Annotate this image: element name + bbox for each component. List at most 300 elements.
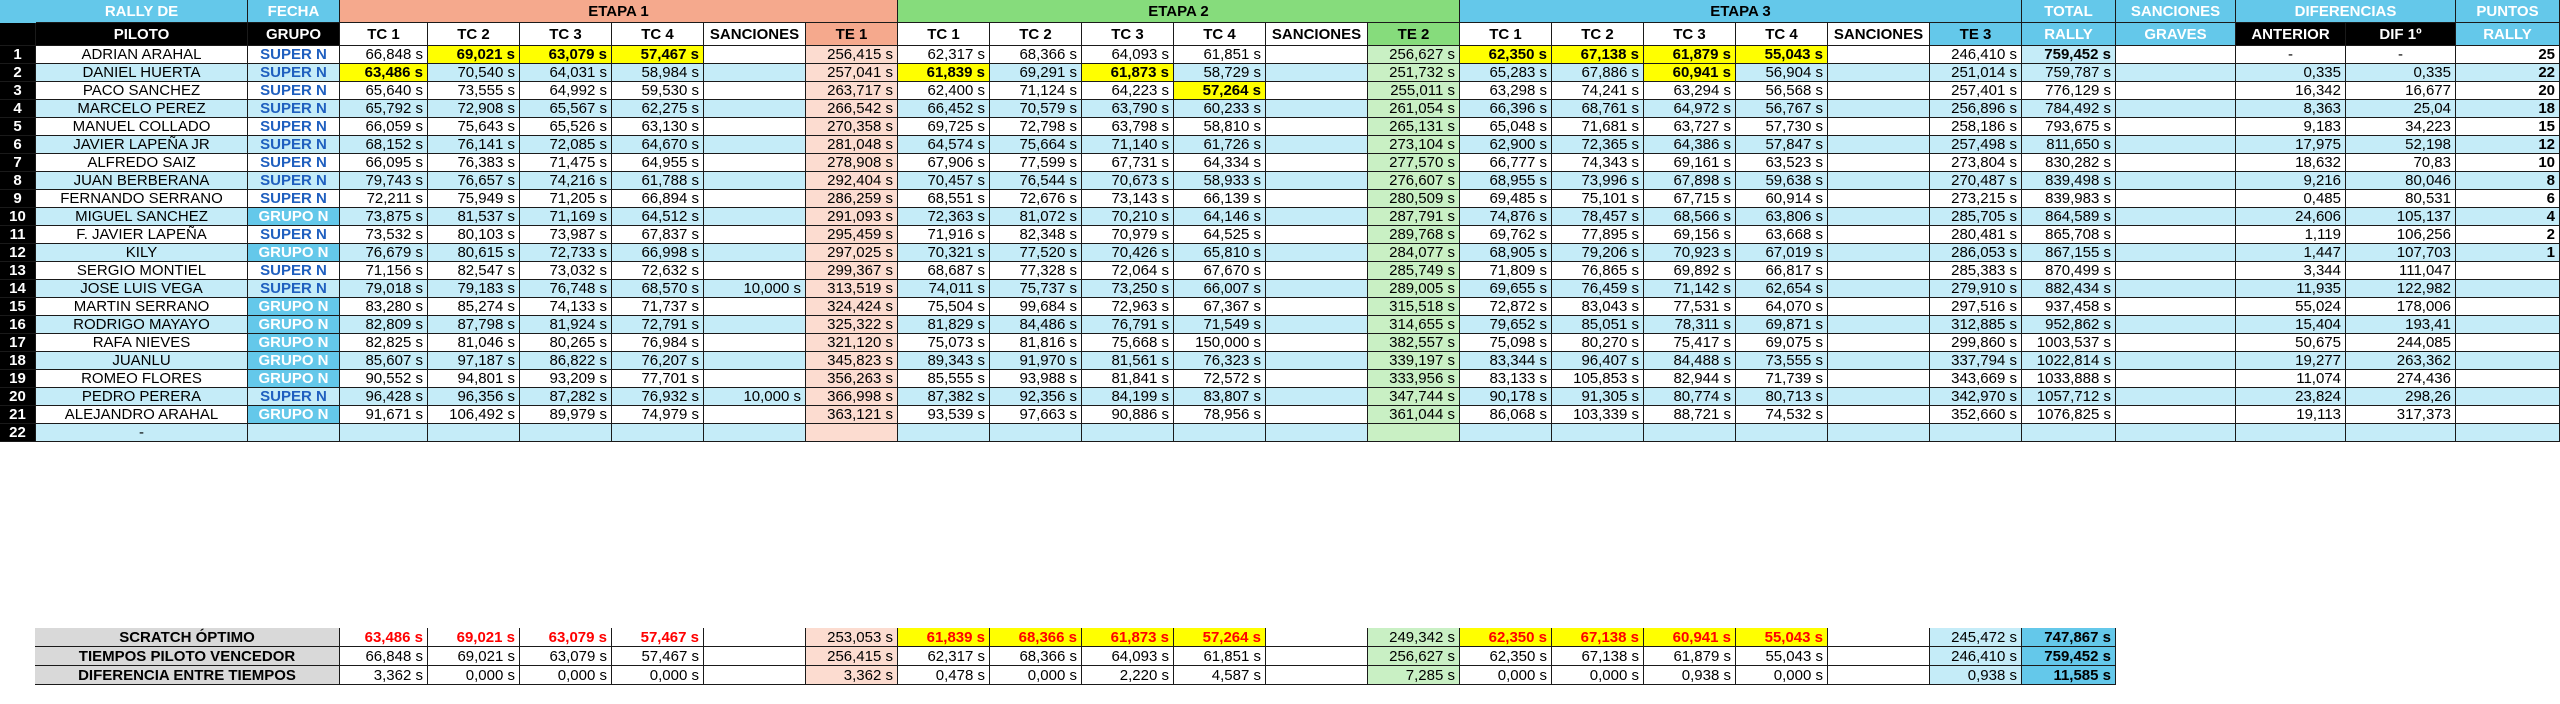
stage2-tc3-time: 75,668 s [1082,334,1174,352]
position-number: 20 [0,388,36,406]
summary-stage1-tc1: 63,486 s [340,628,428,647]
position-number: 2 [0,64,36,82]
stage2-total: 273,104 s [1368,136,1460,154]
header-tc4-stage-1: TC 4 [612,23,704,46]
summary-penalty [1266,628,1368,647]
stage3-total: 257,401 s [1930,82,2022,100]
summary-rally-total: 759,452 s [2022,647,2116,666]
empty-cell [1930,424,2022,442]
stage2-penalty [1266,172,1368,190]
group-badge: GRUPO N [248,244,340,262]
stage1-penalty [704,334,806,352]
rally-points: 12 [2456,136,2560,154]
stage3-tc1-time: 83,344 s [1460,352,1552,370]
position-number: 1 [0,46,36,64]
stage2-tc4-time: 60,233 s [1174,100,1266,118]
stage1-tc1-time: 91,671 s [340,406,428,424]
diff-first: 111,047 [2346,262,2456,280]
diff-previous: 0,335 [2236,64,2346,82]
stage2-tc4-time: 76,323 s [1174,352,1266,370]
stage1-tc2-time: 80,103 s [428,226,520,244]
stage2-penalty [1266,406,1368,424]
stage2-tc2-time: 75,737 s [990,280,1082,298]
header-sanciones-stage-3: SANCIONES [1828,23,1930,46]
stage3-total: 257,498 s [1930,136,2022,154]
stage1-penalty [704,64,806,82]
diff-first: - [2346,46,2456,64]
stage3-total: 258,186 s [1930,118,2022,136]
stage2-tc2-time: 77,599 s [990,154,1082,172]
diff-previous: 9,216 [2236,172,2346,190]
diff-previous: 23,824 [2236,388,2346,406]
driver-name: PACO SANCHEZ [36,82,248,100]
stage2-total: 339,197 s [1368,352,1460,370]
stage3-tc2-time: 74,241 s [1552,82,1644,100]
stage3-tc2-time: 96,407 s [1552,352,1644,370]
stage2-tc2-time: 72,798 s [990,118,1082,136]
serious-penalties [2116,298,2236,316]
stage1-tc4-time: 63,130 s [612,118,704,136]
header-tc3-stage-1: TC 3 [520,23,612,46]
serious-penalties [2116,172,2236,190]
stage3-tc2-time: 80,270 s [1552,334,1644,352]
rally-points: 25 [2456,46,2560,64]
stage1-tc3-time: 72,733 s [520,244,612,262]
stage3-tc1-time: 65,048 s [1460,118,1552,136]
stage2-tc1-time: 69,725 s [898,118,990,136]
stage3-tc3-time: 69,892 s [1644,262,1736,280]
stage2-tc1-time: 64,574 s [898,136,990,154]
header-etapa-1: ETAPA 1 [340,0,898,23]
position-number: 9 [0,190,36,208]
diff-first: 70,83 [2346,154,2456,172]
diff-first: 106,256 [2346,226,2456,244]
stage3-penalty [1828,118,1930,136]
summary-stage2-tc2: 68,366 s [990,628,1082,647]
summary-stage2-tc4: 61,851 s [1174,647,1266,666]
stage3-tc2-time: 77,895 s [1552,226,1644,244]
stage3-tc4-time: 69,075 s [1736,334,1828,352]
rally-total: 865,708 s [2022,226,2116,244]
stage3-tc4-time: 63,523 s [1736,154,1828,172]
rally-points: 2 [2456,226,2560,244]
position-number: 16 [0,316,36,334]
stage1-total: 366,998 s [806,388,898,406]
stage2-penalty [1266,208,1368,226]
stage2-penalty [1266,334,1368,352]
stage3-penalty [1828,172,1930,190]
rally-points: 6 [2456,190,2560,208]
stage2-penalty [1266,154,1368,172]
stage1-tc4-time: 57,467 s [612,46,704,64]
stage3-total: 297,516 s [1930,298,2022,316]
stage3-tc2-time: 75,101 s [1552,190,1644,208]
stage1-tc2-time: 73,555 s [428,82,520,100]
stage2-total: 265,131 s [1368,118,1460,136]
stage1-tc2-time: 82,547 s [428,262,520,280]
stage3-tc3-time: 67,715 s [1644,190,1736,208]
stage1-tc2-time: 94,801 s [428,370,520,388]
serious-penalties [2116,280,2236,298]
summary-stage3-tc1: 0,000 s [1460,666,1552,685]
rally-points [2456,280,2560,298]
stage1-tc4-time: 74,979 s [612,406,704,424]
position-number: 17 [0,334,36,352]
stage3-penalty [1828,226,1930,244]
stage2-total: 256,627 s [1368,46,1460,64]
stage2-tc3-time: 72,064 s [1082,262,1174,280]
stage2-tc4-time: 71,549 s [1174,316,1266,334]
group-badge: SUPER N [248,262,340,280]
stage1-tc1-time: 73,875 s [340,208,428,226]
stage1-tc4-time: 76,207 s [612,352,704,370]
stage2-penalty [1266,136,1368,154]
stage3-tc4-time: 57,730 s [1736,118,1828,136]
empty-cell [806,424,898,442]
stage1-tc1-time: 66,059 s [340,118,428,136]
group-badge: SUPER N [248,64,340,82]
diff-first: 52,198 [2346,136,2456,154]
stage3-tc4-time: 57,847 s [1736,136,1828,154]
position-number: 15 [0,298,36,316]
stage3-tc2-time: 67,886 s [1552,64,1644,82]
stage1-total: 295,459 s [806,226,898,244]
stage1-tc4-time: 66,894 s [612,190,704,208]
stage1-tc3-time: 76,748 s [520,280,612,298]
stage2-tc4-time: 83,807 s [1174,388,1266,406]
stage2-total: 284,077 s [1368,244,1460,262]
position-number: 5 [0,118,36,136]
rally-points: 20 [2456,82,2560,100]
stage1-penalty: 10,000 s [704,280,806,298]
diff-first: 244,085 [2346,334,2456,352]
stage1-penalty [704,190,806,208]
stage3-tc2-time: 67,138 s [1552,46,1644,64]
stage1-tc2-time: 106,492 s [428,406,520,424]
stage1-tc3-time: 64,031 s [520,64,612,82]
stage1-penalty [704,172,806,190]
stage2-total: 314,655 s [1368,316,1460,334]
stage3-total: 285,705 s [1930,208,2022,226]
stage3-tc4-time: 67,019 s [1736,244,1828,262]
stage3-penalty [1828,64,1930,82]
header-tc2-stage-1: TC 2 [428,23,520,46]
rally-points: 1 [2456,244,2560,262]
summary-stage1-tc2: 69,021 s [428,647,520,666]
summary-label-scratch: SCRATCH ÓPTIMO [35,628,340,647]
header-sanciones-stage-1: SANCIONES [704,23,806,46]
summary-stage2-tc1: 0,478 s [898,666,990,685]
stage2-tc3-time: 70,979 s [1082,226,1174,244]
stage2-tc3-time: 73,143 s [1082,190,1174,208]
stage3-penalty [1828,334,1930,352]
driver-name: MIGUEL SANCHEZ [36,208,248,226]
summary-stage3-tc3: 60,941 s [1644,628,1736,647]
summary-stage3-tc2: 67,138 s [1552,628,1644,647]
stage3-tc2-time: 68,761 s [1552,100,1644,118]
rally-total: 952,862 s [2022,316,2116,334]
summary-penalty [1266,647,1368,666]
stage3-tc1-time: 65,283 s [1460,64,1552,82]
diff-previous: 16,342 [2236,82,2346,100]
rally-points [2456,388,2560,406]
summary-penalty [704,628,806,647]
stage1-penalty [704,208,806,226]
summary-stage2-total: 7,285 s [1368,666,1460,685]
stage3-tc1-time: 68,905 s [1460,244,1552,262]
driver-name: DANIEL HUERTA [36,64,248,82]
stage2-tc2-time: 75,664 s [990,136,1082,154]
stage2-tc3-time: 70,673 s [1082,172,1174,190]
stage1-tc3-time: 63,079 s [520,46,612,64]
summary-stage3-tc3: 0,938 s [1644,666,1736,685]
position-number: 7 [0,154,36,172]
summary-spacer [0,628,36,647]
stage3-total: 280,481 s [1930,226,2022,244]
header-tc1-stage-2: TC 1 [898,23,990,46]
diff-first: 122,982 [2346,280,2456,298]
empty-cell [2346,424,2456,442]
stage3-tc3-time: 63,294 s [1644,82,1736,100]
rally-total: 1003,537 s [2022,334,2116,352]
position-number: 8 [0,172,36,190]
diff-previous: 24,606 [2236,208,2346,226]
stage2-tc2-time: 81,816 s [990,334,1082,352]
stage2-tc4-time: 57,264 s [1174,82,1266,100]
driver-name: MARTIN SERRANO [36,298,248,316]
summary-rally-total: 747,867 s [2022,628,2116,647]
stage3-tc2-time: 78,457 s [1552,208,1644,226]
position-number: 3 [0,82,36,100]
stage1-total: 321,120 s [806,334,898,352]
summary-stage1-tc3: 63,079 s [520,628,612,647]
diff-first: 298,26 [2346,388,2456,406]
empty-cell [520,424,612,442]
stage3-tc2-time: 79,206 s [1552,244,1644,262]
driver-name: JUAN BERBERANA [36,172,248,190]
summary-stage2-total: 249,342 s [1368,628,1460,647]
stage3-tc1-time: 68,955 s [1460,172,1552,190]
stage1-total: 291,093 s [806,208,898,226]
driver-name: - [36,424,248,442]
stage2-tc2-time: 84,486 s [990,316,1082,334]
stage1-penalty [704,100,806,118]
stage3-tc3-time: 82,944 s [1644,370,1736,388]
summary-stage2-tc3: 61,873 s [1082,628,1174,647]
summary-stage1-total: 256,415 s [806,647,898,666]
stage3-total: 273,215 s [1930,190,2022,208]
stage3-tc3-time: 70,923 s [1644,244,1736,262]
group-badge: SUPER N [248,226,340,244]
stage1-penalty [704,370,806,388]
stage3-tc4-time: 63,668 s [1736,226,1828,244]
stage3-tc1-time: 69,485 s [1460,190,1552,208]
driver-name: RODRIGO MAYAYO [36,316,248,334]
stage3-penalty [1828,82,1930,100]
summary-stage2-total: 256,627 s [1368,647,1460,666]
stage3-tc3-time: 75,417 s [1644,334,1736,352]
stage1-tc2-time: 76,383 s [428,154,520,172]
serious-penalties [2116,154,2236,172]
stage3-penalty [1828,136,1930,154]
rally-total: 839,498 s [2022,172,2116,190]
summary-penalty [1828,666,1930,685]
stage2-tc2-time: 76,544 s [990,172,1082,190]
stage3-tc2-time: 103,339 s [1552,406,1644,424]
stage1-tc4-time: 64,670 s [612,136,704,154]
stage2-tc1-time: 75,504 s [898,298,990,316]
driver-name: JAVIER LAPEÑA JR [36,136,248,154]
stage3-tc3-time: 63,727 s [1644,118,1736,136]
stage1-tc4-time: 72,632 s [612,262,704,280]
rally-points [2456,406,2560,424]
stage3-total: 286,053 s [1930,244,2022,262]
driver-name: ADRIAN ARAHAL [36,46,248,64]
stage1-tc2-time: 97,187 s [428,352,520,370]
stage1-tc1-time: 96,428 s [340,388,428,406]
summary-stage2-tc3: 64,093 s [1082,647,1174,666]
header-rally-2: RALLY [2456,23,2560,46]
stage2-total: 280,509 s [1368,190,1460,208]
rally-total: 759,452 s [2022,46,2116,64]
stage1-tc4-time: 61,788 s [612,172,704,190]
empty-cell [990,424,1082,442]
stage3-tc3-time: 69,156 s [1644,226,1736,244]
stage3-tc3-time: 78,311 s [1644,316,1736,334]
stage2-tc1-time: 75,073 s [898,334,990,352]
diff-first: 80,531 [2346,190,2456,208]
rally-points: 10 [2456,154,2560,172]
header-grupo: GRUPO [248,23,340,46]
stage1-penalty [704,262,806,280]
stage2-tc3-time: 71,140 s [1082,136,1174,154]
group-badge: SUPER N [248,280,340,298]
summary-stage3-tc3: 61,879 s [1644,647,1736,666]
stage2-tc3-time: 61,873 s [1082,64,1174,82]
summary-stage3-tc1: 62,350 s [1460,628,1552,647]
stage1-tc1-time: 65,792 s [340,100,428,118]
diff-previous: 55,024 [2236,298,2346,316]
stage2-tc2-time: 72,676 s [990,190,1082,208]
rally-total: 811,650 s [2022,136,2116,154]
stage2-tc4-time: 67,367 s [1174,298,1266,316]
stage1-penalty [704,316,806,334]
stage2-total: 382,557 s [1368,334,1460,352]
summary-spacer [0,666,36,685]
stage2-penalty [1266,226,1368,244]
stage1-tc1-time: 66,095 s [340,154,428,172]
stage3-total: 312,885 s [1930,316,2022,334]
stage3-tc2-time: 74,343 s [1552,154,1644,172]
rally-points [2456,370,2560,388]
stage1-tc1-time: 63,486 s [340,64,428,82]
serious-penalties [2116,244,2236,262]
empty-cell [1644,424,1736,442]
diff-first: 274,436 [2346,370,2456,388]
diff-previous: 17,975 [2236,136,2346,154]
header-sanciones: SANCIONES [2116,0,2236,23]
position-number: 4 [0,100,36,118]
stage3-tc4-time: 74,532 s [1736,406,1828,424]
stage2-tc3-time: 63,798 s [1082,118,1174,136]
group-badge: GRUPO N [248,370,340,388]
stage3-tc3-time: 88,721 s [1644,406,1736,424]
summary-stage2-tc4: 4,587 s [1174,666,1266,685]
stage3-tc1-time: 69,762 s [1460,226,1552,244]
header-etapa-3: ETAPA 3 [1460,0,2022,23]
stage2-tc1-time: 72,363 s [898,208,990,226]
summary-stage1-tc2: 0,000 s [428,666,520,685]
stage3-penalty [1828,154,1930,172]
stage1-penalty: 10,000 s [704,388,806,406]
stage3-tc2-time: 76,459 s [1552,280,1644,298]
stage2-penalty [1266,46,1368,64]
stage2-tc4-time: 61,726 s [1174,136,1266,154]
stage1-total: 257,041 s [806,64,898,82]
stage2-tc3-time: 73,250 s [1082,280,1174,298]
stage1-tc3-time: 71,169 s [520,208,612,226]
stage3-tc4-time: 56,568 s [1736,82,1828,100]
stage1-tc1-time: 65,640 s [340,82,428,100]
stage3-tc3-time: 60,941 s [1644,64,1736,82]
header-fecha: FECHA [248,0,340,23]
stage2-tc4-time: 61,851 s [1174,46,1266,64]
diff-previous: 15,404 [2236,316,2346,334]
diff-first: 193,41 [2346,316,2456,334]
summary-stage3-tc2: 67,138 s [1552,647,1644,666]
stage1-tc3-time: 80,265 s [520,334,612,352]
summary-label-vencedor: TIEMPOS PILOTO VENCEDOR [35,647,340,666]
stage1-total: 299,367 s [806,262,898,280]
stage3-penalty [1828,190,1930,208]
stage1-tc2-time: 69,021 s [428,46,520,64]
stage1-tc4-time: 66,998 s [612,244,704,262]
driver-name: RAFA NIEVES [36,334,248,352]
summary-stage1-tc2: 69,021 s [428,628,520,647]
stage1-tc2-time: 72,908 s [428,100,520,118]
group-badge: SUPER N [248,82,340,100]
stage3-tc4-time: 69,871 s [1736,316,1828,334]
driver-name: PEDRO PERERA [36,388,248,406]
stage2-penalty [1266,190,1368,208]
stage2-tc4-time: 64,525 s [1174,226,1266,244]
stage2-tc4-time: 65,810 s [1174,244,1266,262]
diff-first: 80,046 [2346,172,2456,190]
diff-first: 107,703 [2346,244,2456,262]
position-number: 22 [0,424,36,442]
stage1-tc4-time: 77,701 s [612,370,704,388]
serious-penalties [2116,226,2236,244]
header-tc1-stage-1: TC 1 [340,23,428,46]
stage2-total: 289,768 s [1368,226,1460,244]
header-te1: TE 1 [806,23,898,46]
rally-points [2456,316,2560,334]
stage3-penalty [1828,406,1930,424]
stage2-tc3-time: 63,790 s [1082,100,1174,118]
stage2-tc3-time: 84,199 s [1082,388,1174,406]
stage2-total: 276,607 s [1368,172,1460,190]
empty-cell [1552,424,1644,442]
stage1-tc3-time: 73,987 s [520,226,612,244]
stage1-tc1-time: 71,156 s [340,262,428,280]
stage2-tc2-time: 99,684 s [990,298,1082,316]
stage2-tc4-time: 72,572 s [1174,370,1266,388]
stage2-tc3-time: 81,561 s [1082,352,1174,370]
rally-total: 867,155 s [2022,244,2116,262]
rally-total: 1076,825 s [2022,406,2116,424]
diff-previous: 1,119 [2236,226,2346,244]
stage1-penalty [704,82,806,100]
